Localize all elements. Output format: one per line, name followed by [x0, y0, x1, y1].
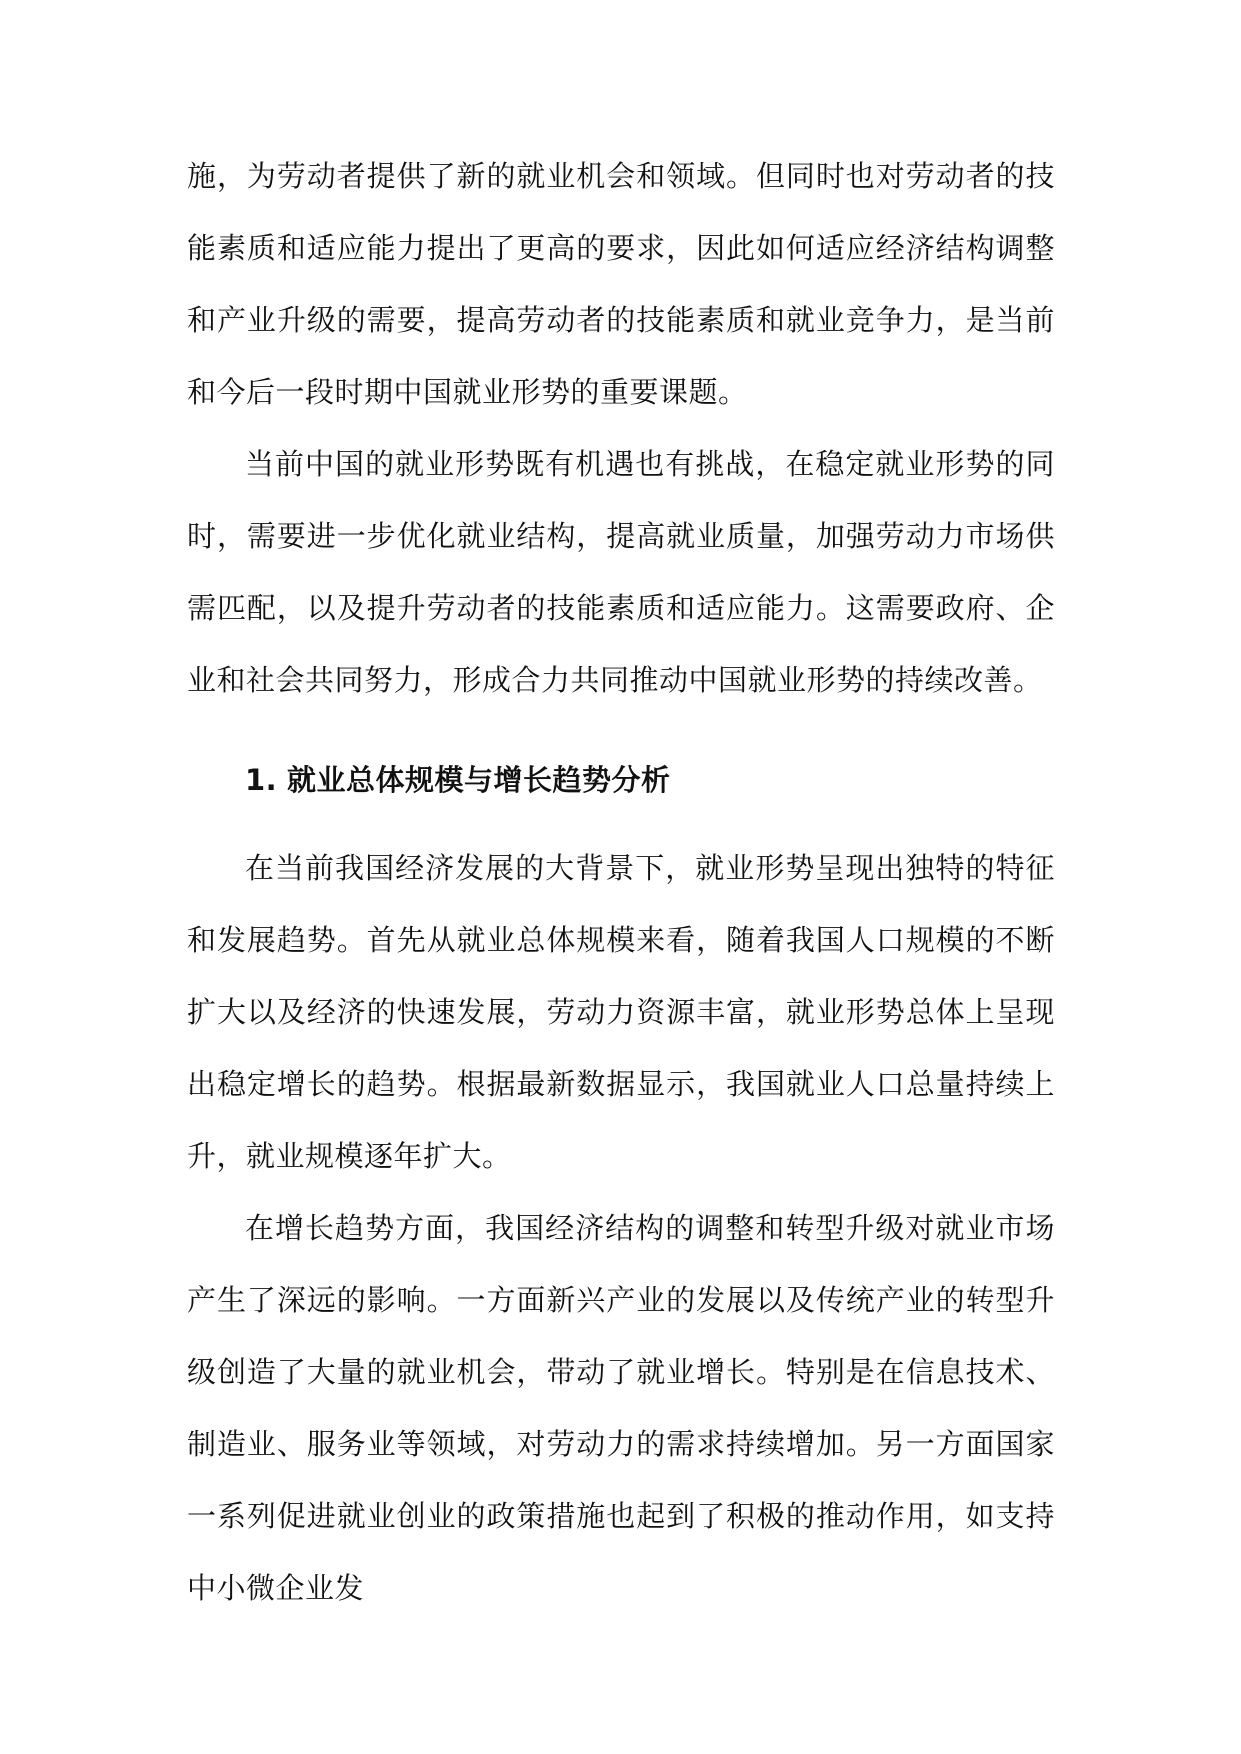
document-body	[187, 140, 1055, 1624]
section-number: 1.	[245, 763, 278, 797]
body-paragraph-2: 当前中国的就业形势既有机遇也有挑战，在稳定就业形势的同时，需要进一步优化就业结构，提高就业质量，加强劳动力市场供需匹配，以及提升劳动者的技能素质和适应能力。这需要政府、企业和社会共同努力，形成合力共同推动中国就业形势的持续改善。	[187, 447, 1055, 697]
section-title: 就业总体规模与增长趋势分析	[287, 763, 671, 797]
body-paragraph-1: 施，为劳动者提供了新的就业机会和领域。但同时也对劳动者的技能素质和适应能力提出了更高的要求，因此如何适应经济结构调整和产业升级的需要，提高劳动者的技能素质和就业竞争力，是当前和今后一段时期中国就业形势的重要课题。	[187, 159, 1055, 409]
section-heading	[187, 744, 1055, 816]
body-paragraph-3: 在当前我国经济发展的大背景下，就业形势呈现出独特的特征和发展趋势。首先从就业总体规模来看，随着我国人口规模的不断扩大以及经济的快速发展，劳动力资源丰富，就业形势总体上呈现出稳定增长的趋势。根据最新数据显示，我国就业人口总量持续上升，就业规模逐年扩大。	[187, 851, 1055, 1173]
body-paragraph-4: 在增长趋势方面，我国经济结构的调整和转型升级对就业市场产生了深远的影响。一方面新兴产业的发展以及传统产业的转型升级创造了大量的就业机会，带动了就业增长。特别是在信息技术、制造业、服务业等领域，对劳动力的需求持续增加。另一方面国家一系列促进就业创业的政策措施也起到了积极的推动作用，如支持中小微企业发	[187, 1211, 1055, 1605]
